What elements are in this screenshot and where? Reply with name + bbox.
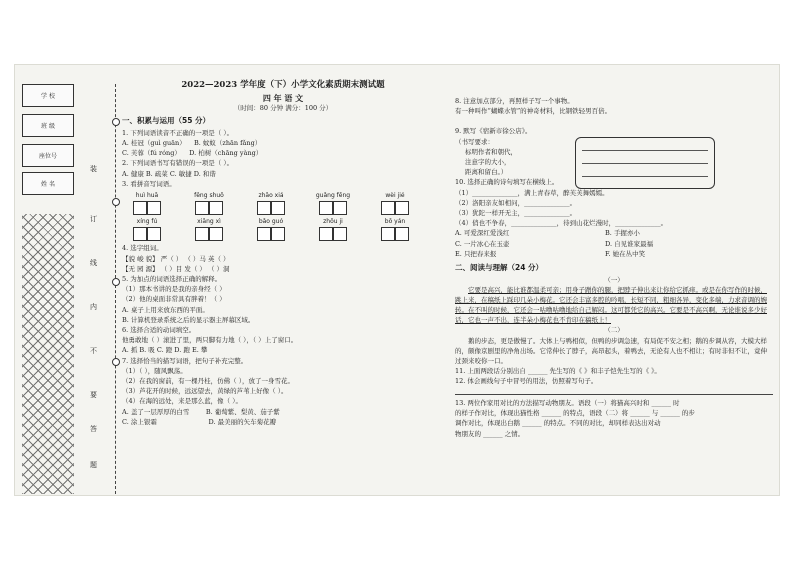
pinyin: fěng shuō [194, 192, 224, 200]
q7-options [122, 407, 444, 417]
binding-hole [112, 358, 120, 366]
binding-hole [112, 198, 120, 206]
q9-stem: 9. 默写《宿新市徐公店》。 [455, 127, 532, 136]
q7-sentence: （2）在我的窗前，有一棵丹桂，仿佛（ ），放了一身雪花。 [122, 377, 294, 386]
seal-char: 内 [90, 303, 97, 311]
option: B. 蚊蚁（zhān fǎng） [194, 139, 262, 148]
pinyin: xíng fú [136, 218, 158, 226]
passage-1: 它要是高兴，能比谁都温柔可亲；用身子蹭你的腿，把脖子伸出来让你给它抓痒。或是在你写作的时候，跳上来，在稿纸上踩印几朵小梅花。它还会丰富多腔的吟唱，长短不同，粗细各异，变化多端，力求音调的婉转。在不叫的时候，它还会一咕噜咕噜地给自己解闷。这可都凭它的高兴。它要是不高兴啊，无论谁说多少好话，它也一声不出，连半朵小梅花也不肯印在稿纸上！ [455, 286, 767, 325]
option: C. 涂上银霜 [122, 417, 157, 426]
pinyin-cell [122, 191, 172, 215]
pinyin-row [122, 191, 444, 215]
pinyin: guǎng fēng [315, 192, 351, 200]
option: C. 芙蓉（fú róng） [122, 149, 181, 158]
seal-char: 题 [90, 461, 97, 469]
q5-stem: 5. 为加点的词语选择正确的解释。 [122, 275, 222, 284]
q10-options [455, 228, 773, 238]
write-boxes[interactable] [122, 201, 172, 215]
q11: 11. 上面两段话分别出自 ______ 先生写的《 》和丰子恺先生写的《 》。 [455, 366, 661, 375]
option: A. 可爱深红爱浅红 [455, 229, 510, 238]
pinyin: bō yán [384, 218, 406, 226]
write-boxes[interactable] [184, 227, 234, 241]
pinyin-row [122, 217, 444, 241]
q10-line: （4）俏也不争春，______________，待到山花烂漫时，______________。 [455, 219, 668, 228]
right-column [455, 96, 773, 439]
section-2-title: 二、阅读与理解（24 分） [455, 263, 544, 273]
q10-options [455, 239, 773, 249]
pinyin-cell [246, 191, 296, 215]
write-boxes[interactable] [246, 227, 296, 241]
section-1-title: 一、积累与运用（55 分） [122, 115, 211, 125]
q8-stem: 8. 注意加点部分，再照样子写一个事物。 [455, 97, 574, 105]
q10-line: （1）______________，满上青春草，醉芙芙舞嫣嫣。 [455, 188, 609, 197]
write-boxes[interactable] [370, 201, 420, 215]
q2-options: A. 健康 B. 疏菜 C. 敏捷 D. 和谐 [122, 169, 216, 178]
q4-line: 【无 园 源】 （ ）目 发（ ） （ ）洞 [122, 264, 230, 273]
option: F. 她在丛中笑 [605, 249, 646, 258]
q10-line: （2）洛阳亲友如相问，______________。 [455, 198, 577, 207]
pinyin: zhōu ji [323, 218, 343, 226]
seal-char: 线 [90, 259, 97, 267]
option: B. 手握亦小 [605, 229, 640, 238]
q12: 12. 体会画线句子中冒号的用法，仿照着写句子。 [455, 376, 598, 385]
pinyin-cell [246, 217, 296, 241]
pinyin: zhāo xiá [258, 192, 284, 200]
pinyin-cell [184, 191, 234, 215]
binding-seal-column [86, 84, 108, 494]
q5-option: A. 桌子上用来放东西的平面。 [122, 305, 209, 314]
q13-line: 的样子作对比，体现出猫性格 ______ 的特点，语段（二）将 ______ 与 ______ 的步 [455, 409, 695, 418]
q4-stem: 4. 选字组词。 [122, 244, 163, 253]
q6-options: A. 抓 B. 吸 C. 蹬 D. 跑 E. 攀 [122, 346, 208, 355]
answer-line[interactable] [455, 386, 773, 395]
class-field: 班 级 [22, 114, 74, 137]
q5-sentence: （1）那本书讲的是我的亲身经（ ） [122, 285, 226, 294]
pinyin-cell [184, 217, 234, 241]
q1-stem: 1. 下列词语读音不正确的一项是（ ）。 [122, 128, 234, 137]
q13-line: 13. 两位作家用对比的方法描写动物朋友。语段（一）将猫高兴时和 ______ 时 [455, 399, 680, 408]
q5-sentence: （2）他的桌面非常具有胖着！（ ） [122, 295, 226, 304]
binding-hole [112, 118, 120, 126]
pinyin: bǎo guó [258, 218, 284, 226]
write-boxes[interactable] [122, 227, 172, 241]
seal-char: 订 [90, 215, 97, 223]
name-field: 姓 名 [22, 172, 74, 195]
exam-title: 2022—2023 学年度（下）小学文化素质期末测试题 [181, 80, 385, 90]
school-field: 学 校 [22, 84, 74, 107]
write-boxes[interactable] [184, 201, 234, 215]
student-info-column [22, 84, 74, 494]
q9-req: 注意字的大小， [465, 158, 511, 167]
q7-sentence: （4）在海的远处，来是那么蓝，像（ ）。 [122, 397, 242, 406]
pinyin-cell [370, 217, 420, 241]
q8-sentence: 有一种叫作“蝴蝶水管”的神奇材料，比钢铁轻男百倍。 [455, 107, 612, 116]
exam-subject: 四 年 语 文 [262, 93, 304, 104]
option: D. 自见谁家最福 [605, 239, 654, 248]
q5-option: B. 计算机登录系统之后的显示器主屏幕区域。 [122, 315, 255, 324]
passage-2-label: （二） [604, 326, 624, 335]
q7-options [122, 417, 444, 427]
q10-options [455, 249, 773, 259]
seal-char: 不 [90, 347, 97, 355]
q4-line: 【貌 峻 貌】 严（ ） （ ）马 英（ ） [122, 254, 230, 263]
binding-hole [112, 278, 120, 286]
q2-stem: 2. 下列词语书写有错误的一项是（ ）。 [122, 159, 234, 168]
seal-char: 要 [90, 391, 97, 399]
pinyin-cell [308, 217, 358, 241]
option: E. 只把春来报 [455, 249, 497, 258]
pinyin-cell [308, 191, 358, 215]
option: C. 一片冰心在玉壶 [455, 239, 510, 248]
q7-sentence: （1）（ ），随风飘荡。 [122, 366, 187, 375]
q6-sentence: 他勇敢地（ ）滚进了里，两只脚有力地（ ），（ ）上了窗口。 [122, 336, 298, 345]
write-boxes[interactable] [370, 227, 420, 241]
pinyin-cell [122, 217, 172, 241]
option: A. 桂冠（guì guān） [122, 139, 186, 148]
option: D. 最美丽的矢车菊花瓣 [208, 417, 277, 426]
write-boxes[interactable] [308, 227, 358, 241]
binding-line [115, 84, 117, 494]
option: A. 盖了一层厚厚的白雪 [122, 407, 190, 416]
q10-line: （3）犹陀一样开无主，______________。 [455, 209, 577, 218]
left-column [122, 80, 444, 427]
exam-time: （时间：80 分钟 满分：100 分） [233, 104, 333, 113]
q13-line: 物朋友的 ______ 之情。 [455, 429, 525, 438]
passage-2: 鹅的步态，更是傲慢了。大体上与鸭相似，但鸭的步调急速，有局促不安之相；鹅的步调从容，大模大样的，颇像京剧里的净角出场。它常伸长了脖子，高昂起头，着鸭去，无论有人也不相让；有时非但不让，竟伸过颈来咬你一口。 [455, 336, 767, 365]
write-boxes[interactable] [246, 201, 296, 215]
q10-stem: 10. 选择正确的诗句填写在横线上。 [455, 178, 559, 187]
q3-stem: 3. 看拼音写词语。 [122, 179, 176, 188]
q9-req: 标明作者和朝代， [465, 147, 517, 156]
q1-options [122, 138, 444, 148]
q6-stem: 6. 选择合适的动词填空。 [122, 326, 196, 335]
seal-char: 装 [90, 165, 97, 173]
seat-field: 座位号 [22, 144, 74, 167]
pinyin: wèi jié [385, 192, 405, 200]
q9-req: 距离和留白。） [465, 168, 508, 177]
option: B. 葡萄紫、梨黄、茄子紫 [205, 407, 280, 416]
q13-line: 调作对比，体现出白鹅 ______ 的特点。不同的对比，却同样表达出对动 [455, 419, 661, 428]
q9-req: （书写要求： [455, 137, 494, 146]
seal-char: 答 [90, 425, 97, 433]
q7-sentence: （3）芦花开的时候，远远望去，黄绿的芦苇上好像（ ）。 [122, 387, 288, 396]
pinyin-cell [370, 191, 420, 215]
passage-1-label: （一） [604, 276, 624, 285]
pinyin: xiāng xì [197, 218, 221, 226]
write-boxes[interactable] [308, 201, 358, 215]
q1-options [122, 148, 444, 158]
q7-stem: 7. 选择恰当的描写词语，把句子补充完整。 [122, 356, 248, 365]
crosshatch-pattern [22, 214, 74, 494]
pinyin: huì huā [135, 192, 159, 200]
option: D. 柏树（chāng yàng） [189, 149, 263, 158]
